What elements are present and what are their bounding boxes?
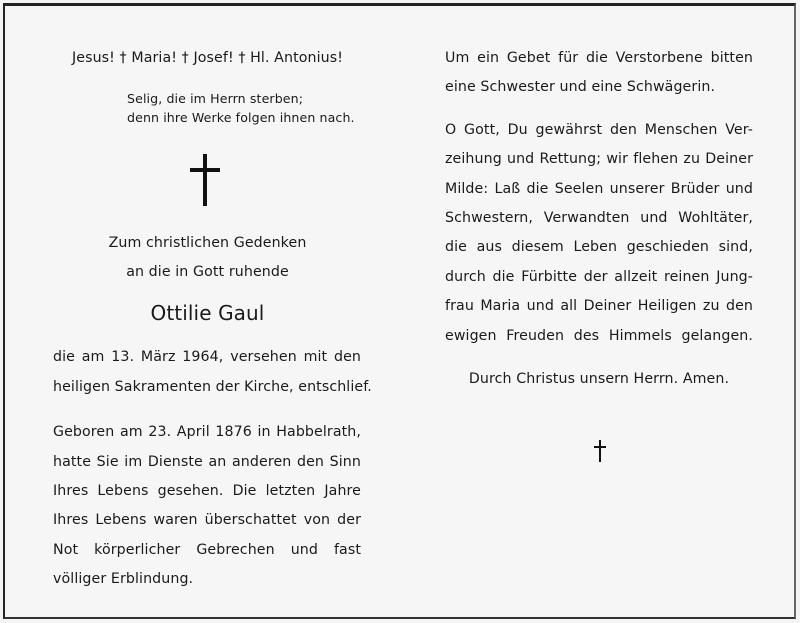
bio-line-5: Not körperlicher Gebrechen und fast bbox=[53, 542, 361, 558]
closing-line: Durch Christus unsern Herrn. Amen. bbox=[468, 371, 730, 387]
death-line-1: die am 13. März 1964, versehen mit den bbox=[53, 349, 361, 365]
prayer-line-5: die aus diesem Leben geschieden sind, bbox=[445, 239, 753, 255]
memorial-line-1: Zum christlichen Gedenken bbox=[108, 235, 307, 251]
invocation-line: Jesus! † Maria! † Josef! † Hl. Antonius! bbox=[71, 50, 344, 66]
prayer-line-6: durch die Fürbitte der allzeit reinen Jung- bbox=[445, 269, 753, 285]
prayer-line-2: zeihung und Rettung; wir flehen zu Deiner bbox=[445, 151, 753, 167]
verse-line-2: denn ihre Werke folgen ihnen nach. bbox=[127, 110, 355, 125]
request-line-2: eine Schwester und eine Schwägerin. bbox=[445, 79, 716, 95]
prayer-line-1: O Gott, Du gewährst den Menschen Ver- bbox=[445, 122, 753, 138]
prayer-line-8: ewigen Freuden des Himmels gelangen. bbox=[445, 328, 753, 344]
prayer-line-4: Schwestern, Verwandten und Wohltäter, bbox=[445, 210, 753, 226]
small-cross-icon bbox=[594, 440, 606, 462]
death-line-2: heiligen Sakramenten der Kirche, entschlief. bbox=[53, 379, 372, 395]
request-line-1: Um ein Gebet für die Verstorbene bitten bbox=[445, 50, 753, 66]
deceased-name: Ottilie Gaul bbox=[150, 301, 265, 325]
prayer-line-3: Milde: Laß die Seelen unserer Brüder und bbox=[445, 181, 753, 197]
bio-line-3: Ihres Lebens gesehen. Die letzten Jahre bbox=[53, 483, 361, 499]
prayer-line-7: frau Maria und all Deiner Heiligen zu den bbox=[445, 298, 753, 314]
bio-line-4: Ihres Lebens waren überschattet von der bbox=[53, 512, 361, 528]
cross-icon bbox=[190, 154, 220, 206]
bio-line-6: völliger Erblindung. bbox=[53, 571, 194, 587]
memorial-line-2: an die in Gott ruhende bbox=[126, 264, 289, 280]
verse-line-1: Selig, die im Herrn sterben; bbox=[127, 91, 304, 106]
bio-line-1: Geboren am 23. April 1876 in Habbelrath, bbox=[53, 424, 361, 440]
bio-line-2: hatte Sie im Dienste an anderen den Sinn bbox=[53, 454, 361, 470]
